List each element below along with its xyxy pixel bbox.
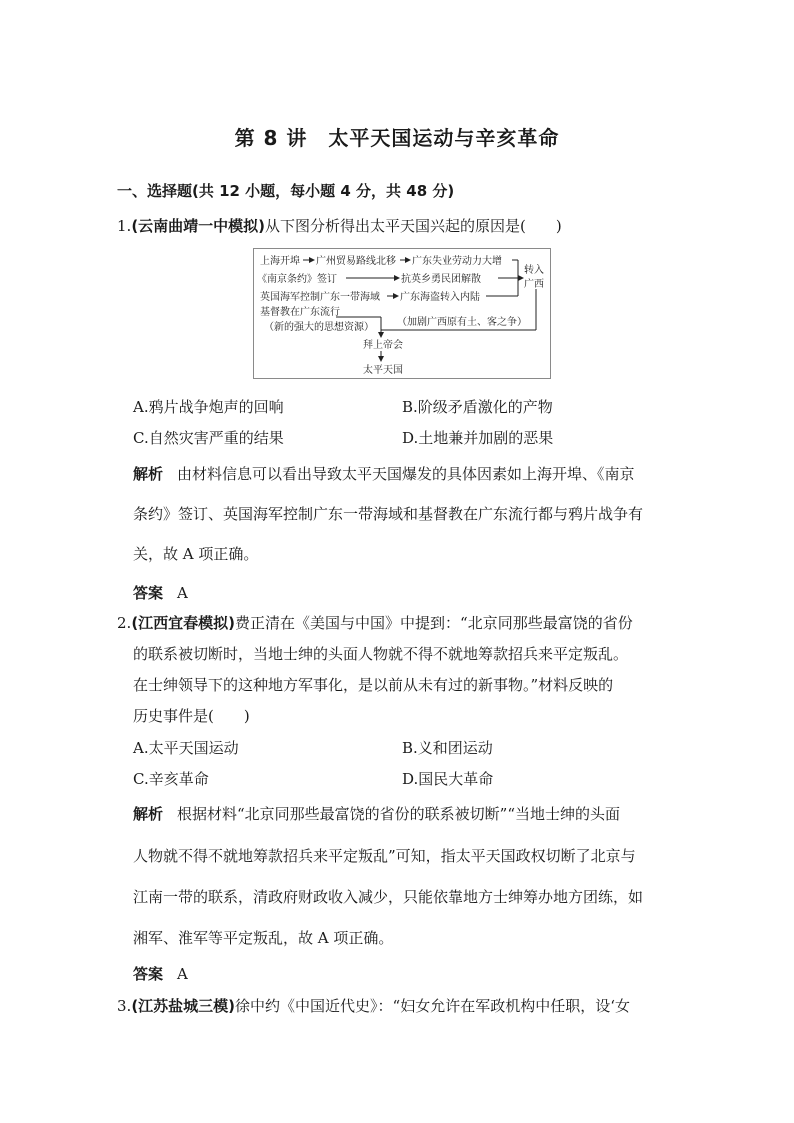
node-god-society: 拜上帝会 [363,340,403,351]
q2-analysis-line-1 [133,803,677,824]
question-number: 3. [117,997,132,1015]
node-transfer-top: 转入 [524,265,544,276]
analysis-label: 解析 [133,465,164,483]
q2-option-a[interactable]: A.太平天国运动 [133,739,239,757]
node-unemployment: 广东失业劳动力大增 [412,256,502,267]
q1-answer [133,582,677,603]
question-number: 2. [117,614,132,632]
node-nanjing-treaty: 《南京条约》签订 [257,274,337,285]
question-text: 从下图分析得出太平天国兴起的原因是( ) [265,217,562,235]
node-feedback-conflict: （加剧广西原有土、客之争） [397,317,527,328]
q2-stem-line-2: 的联系被切断时，当地士绅的头面人物就不得不就地筹款招兵来平定叛乱。 [133,645,629,663]
node-thought-resource: （新的强大的思想资源） [264,322,374,333]
node-militia-disband: 抗英乡勇民团解散 [401,274,481,285]
analysis-text: 由材料信息可以看出导致太平天国爆发的具体因素如上海开埠、《南京 [177,465,635,483]
q2-answer [133,963,677,984]
question-text: 费正清在《美国与中国》中提到：“北京同那些最富饶的省份 [235,614,633,632]
q1-analysis-line-2: 条约》签订、英国海军控制广东一带海域和基督教在广东流行都与鸦片战争有 [133,505,644,523]
node-trade-route: 广州贸易路线北移 [316,256,396,267]
q1-option-a[interactable]: A.鸦片战争炮声的回响 [133,398,284,416]
section-heading: 一、选择题(共 12 小题，每小题 4 分，共 48 分) [117,182,455,200]
node-british-navy: 英国海军控制广东一带海域 [260,292,380,303]
q2-analysis-line-4: 湘军、淮军等平定叛乱，故 A 项正确。 [133,929,394,947]
page-title: 第 8 讲 太平天国运动与辛亥革命 [234,126,560,150]
node-christianity: 基督教在广东流行 [260,307,340,318]
answer-value: A [177,584,188,602]
node-transfer-bottom: 广西 [524,279,544,290]
q2-option-b[interactable]: B.义和团运动 [402,739,493,757]
q2-analysis-line-3: 江南一带的联系，清政府财政收入减少，只能依靠地方士绅筹办地方团练，如 [133,888,644,906]
question-1-stem [117,215,677,236]
question-text: 徐中约《中国近代史》：“妇女允许在军政机构中任职，设‘女 [235,997,630,1015]
answer-value: A [177,965,188,983]
question-source: (江西宜春模拟) [131,614,236,632]
node-shanghai-opening: 上海开埠 [260,256,300,267]
analysis-label: 解析 [133,805,164,823]
q2-option-d[interactable]: D.国民大革命 [402,770,494,788]
node-pirates-inland: 广东海盗转入内陆 [400,292,480,303]
question-2-stem [117,612,677,633]
question-source: (云南曲靖一中模拟) [131,217,266,235]
q1-option-b[interactable]: B.阶级矛盾激化的产物 [402,398,553,416]
q1-option-c[interactable]: C.自然灾害严重的结果 [133,429,284,447]
q1-analysis-line-1 [133,463,677,484]
q2-stem-line-3: 在士绅领导下的这种地方军事化，是以前从未有过的新事物。”材料反映的 [133,676,614,694]
flow-chart-svg [254,249,550,378]
q2-option-c[interactable]: C.辛亥革命 [133,770,209,788]
analysis-text: 根据材料“北京同那些最富饶的省份的联系被切断”“当地士绅的头面 [177,805,621,823]
q1-analysis-line-3: 关，故 A 项正确。 [133,545,259,563]
q2-analysis-line-2: 人物就不得不就地筹款招兵来平定叛乱”可知，指太平天国政权切断了北京与 [133,847,636,865]
question-3-stem [117,995,677,1016]
question-number: 1. [117,217,132,235]
node-taiping: 太平天国 [363,365,403,376]
cause-flow-diagram [253,248,551,379]
answer-label: 答案 [133,965,164,983]
q2-stem-line-4: 历史事件是( ) [133,707,250,725]
question-source: (江苏盐城三模) [131,997,236,1015]
answer-label: 答案 [133,584,164,602]
q1-option-d[interactable]: D.土地兼并加剧的恶果 [402,429,554,447]
